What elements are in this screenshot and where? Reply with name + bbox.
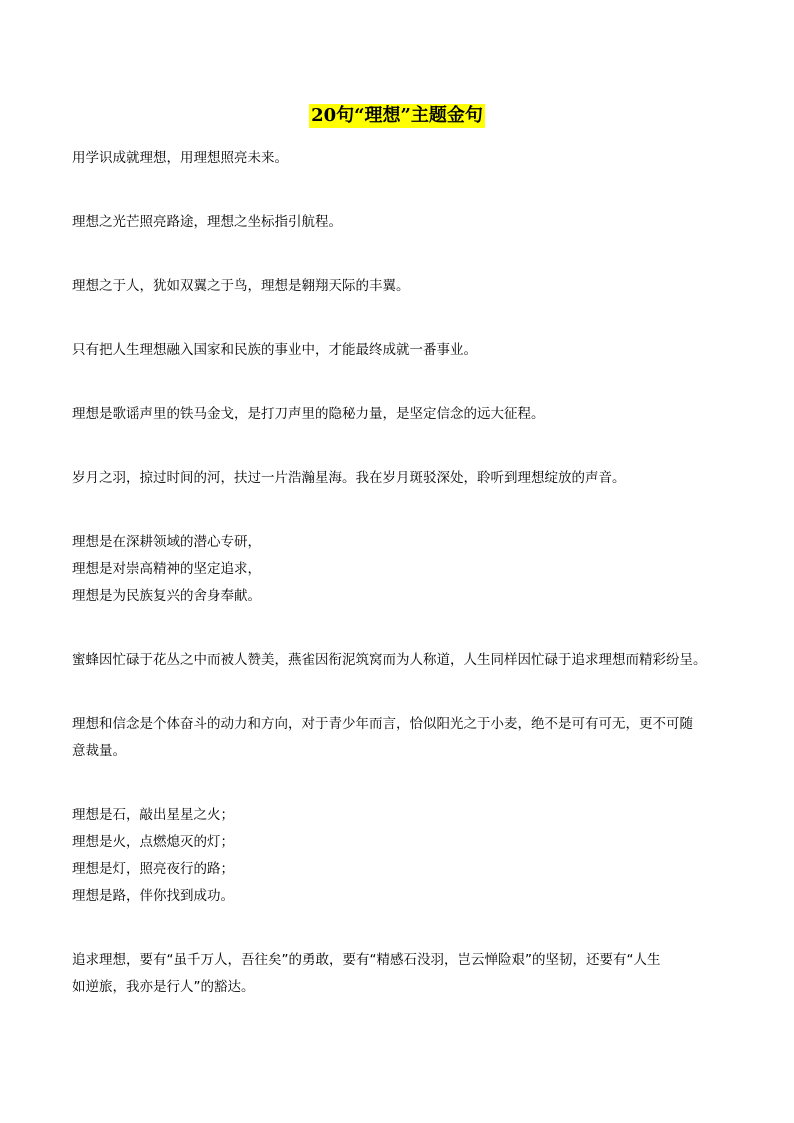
quote-line: 用学识成就理想，用理想照亮未来。: [72, 150, 288, 166]
quote-line: 理想是路，伴你找到成功。: [72, 888, 234, 904]
document-body: [72, 145, 728, 1038]
quote-line: 理想是灯，照亮夜行的路；: [72, 861, 234, 877]
quote-paragraph-11: [72, 947, 728, 1001]
quote-line: 理想是在深耕领域的潜心专研，: [72, 534, 261, 550]
quote-paragraph-1: [72, 145, 728, 172]
quote-line: 如逆旅，我亦是行人”的豁达。: [72, 979, 255, 995]
quote-paragraph-10: [72, 802, 728, 910]
quote-paragraph-7: [72, 529, 728, 610]
quote-paragraph-4: [72, 337, 728, 364]
quote-paragraph-2: [72, 209, 728, 236]
quote-paragraph-8: [72, 647, 728, 674]
quote-paragraph-3: [72, 273, 728, 300]
quote-line: 理想是石，敲出星星之火；: [72, 807, 234, 823]
title-container: [0, 104, 794, 128]
quote-paragraph-5: [72, 401, 728, 428]
quote-paragraph-9: [72, 711, 728, 765]
quote-line: 理想是歌谣声里的铁马金戈，是打刀声里的隐秘力量，是坚定信念的远大征程。: [72, 406, 545, 422]
quote-line: 理想之于人，犹如双翼之于鸟，理想是翱翔天际的丰翼。: [72, 278, 410, 294]
quote-line: 只有把人生理想融入国家和民族的事业中，才能最终成就一番事业。: [72, 342, 477, 358]
quote-line: 理想是对崇高精神的坚定追求，: [72, 561, 261, 577]
quote-line: 蜜蜂因忙碌于花丛之中而被人赞美，燕雀因衔泥筑窝而为人称道，人生同样因忙碌于追求理想而精彩纷呈。: [72, 652, 707, 668]
document-title: 20句“理想”主题金句: [311, 105, 483, 126]
quote-line: 理想之光芒照亮路途，理想之坐标指引航程。: [72, 214, 342, 230]
quote-paragraph-6: [72, 465, 728, 492]
quote-line: 理想是为民族复兴的舍身奉献。: [72, 588, 261, 604]
quote-line: 追求理想，要有“虽千万人，吾往矣”的勇敢，要有“精感石没羽，岂云惮险艰”的坚韧，还要有“人生: [72, 952, 661, 968]
quote-line: 岁月之羽，掠过时间的河，扶过一片浩瀚星海。我在岁月斑驳深处，聆听到理想绽放的声音。: [72, 470, 626, 486]
quote-line: 理想和信念是个体奋斗的动力和方向，对于青少年而言，恰似阳光之于小麦，绝不是可有可无，更不可随: [72, 716, 693, 732]
quote-line: 意裁量。: [72, 743, 126, 759]
quote-line: 理想是火，点燃熄灭的灯；: [72, 834, 234, 850]
